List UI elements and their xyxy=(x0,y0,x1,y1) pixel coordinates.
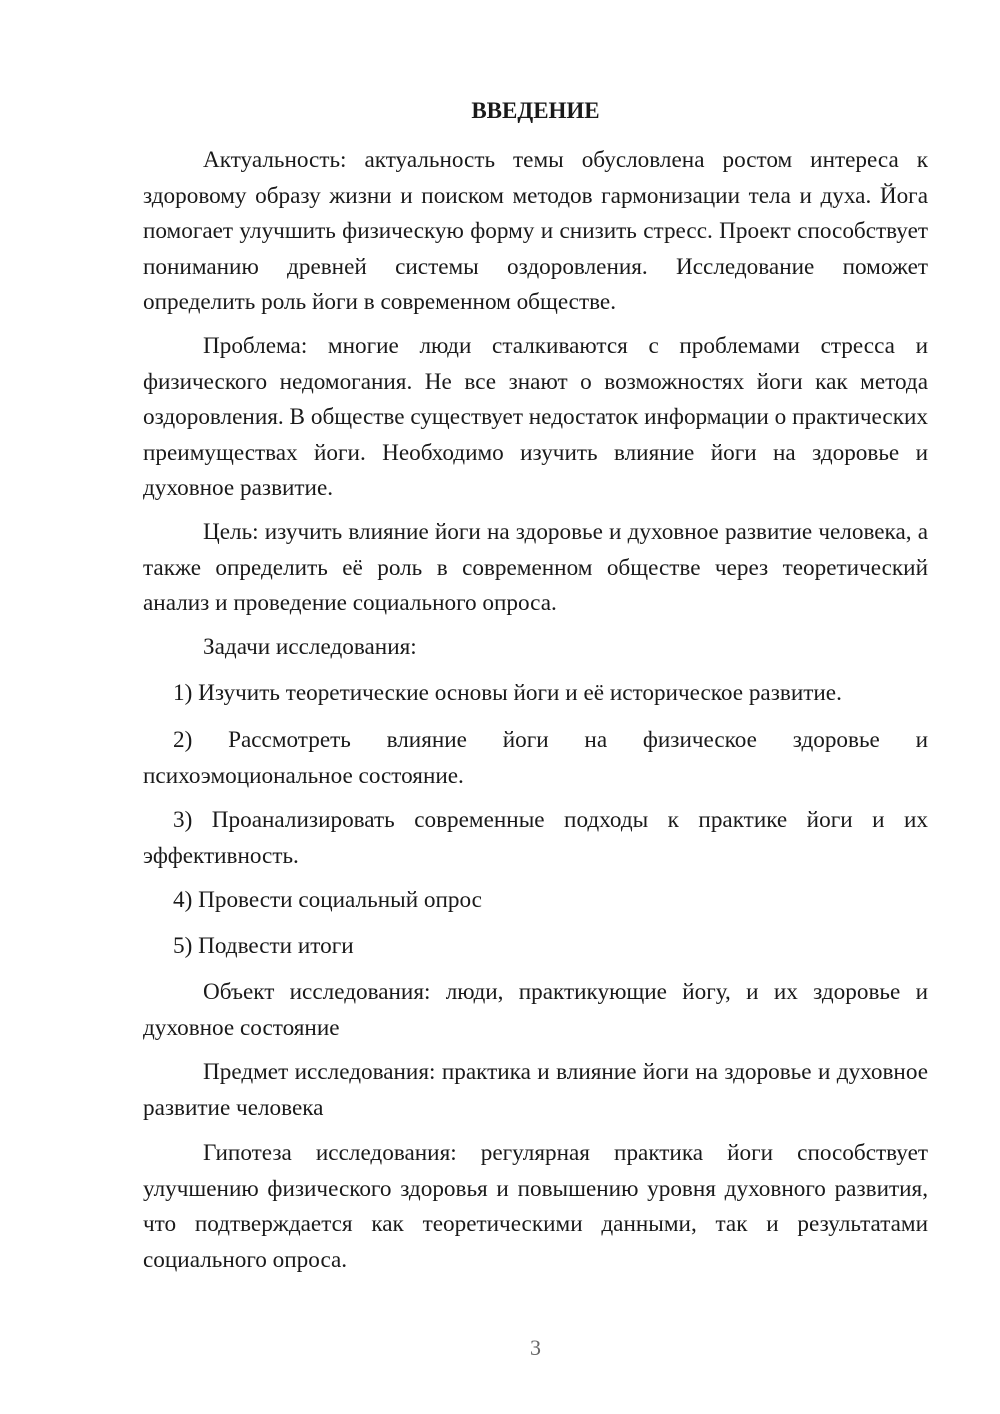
problem-paragraph: Проблема: многие люди сталкиваются с проблемами стресса и физического недомогания. Не все знают о возможностях йоги как метода оздоровления. В обществе существует недостаток информации о практических преимуществах йоги. Необходимо изучить влияние йоги на здоровье и духовное развитие. xyxy=(143,333,928,501)
task-item-4: 4) Провести социальный опрос xyxy=(173,887,482,913)
page-number: 3 xyxy=(530,1335,541,1360)
task-item-3: 3) Проанализировать современные подходы к практике йоги и их эффективность. xyxy=(143,807,928,869)
subject-paragraph: Предмет исследования: практика и влияние йоги на здоровье и духовное развитие человека xyxy=(143,1059,928,1121)
document-page xyxy=(143,0,928,1414)
tasks-title: Задачи исследования: xyxy=(203,634,417,660)
object-paragraph: Объект исследования: люди, практикующие йогу, и их здоровье и духовное состояние xyxy=(143,979,928,1041)
relevance-paragraph: Актуальность: актуальность темы обусловлена ростом интереса к здоровому образу жизни и поиском методов гармонизации тела и духа. Йога помогает улучшить физическую форму и снизить стресс. Проект способствует пониманию древней системы оздоровления. Исследование поможет определить роль йоги в современном обществе. xyxy=(143,147,928,315)
section-heading: ВВЕДЕНИЕ xyxy=(471,98,600,123)
hypothesis-paragraph: Гипотеза исследования: регулярная практика йоги способствует улучшению физического здоровья и повышению уровня духовного развития, что подтверждается как теоретическими данными, так и результатами социального опроса. xyxy=(143,1140,928,1273)
task-item-5: 5) Подвести итоги xyxy=(173,933,354,959)
task-item-1: 1) Изучить теоретические основы йоги и её историческое развитие. xyxy=(173,680,842,706)
task-item-2: 2) Рассмотреть влияние йоги на физическое здоровье и психоэмоциональное состояние. xyxy=(143,727,928,789)
goal-paragraph: Цель: изучить влияние йоги на здоровье и духовное развитие человека, а также определить её роль в современном обществе через теоретический анализ и проведение социального опроса. xyxy=(143,519,928,616)
